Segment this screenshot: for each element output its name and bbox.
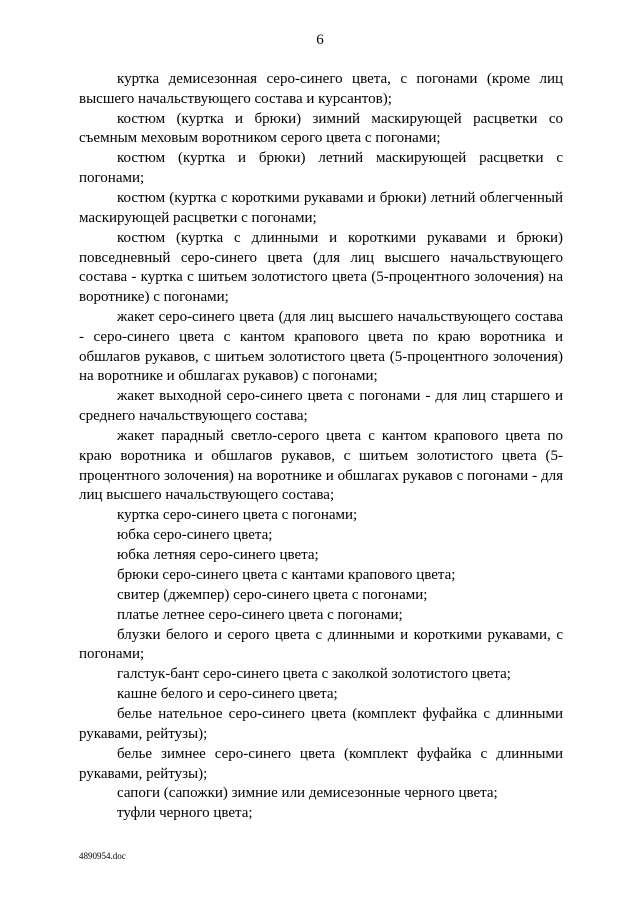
list-item: жакет парадный светло-серого цвета с кантом крапового цвета по краю воротника и обшлагов рукавов, с шитьем золотистого цвета (5-процентного золочения) на воротнике и обшлагах рукавов с погонами - для лиц высшего начальствующего состава; xyxy=(79,428,563,504)
list-item: юбка летняя серо-синего цвета; xyxy=(117,547,319,564)
list-item: брюки серо-синего цвета с кантами крапового цвета; xyxy=(117,566,456,583)
list-item: блузки белого и серого цвета с длинными и короткими рукавами, с погонами; xyxy=(79,626,563,663)
list-item: белье нательное серо-синего цвета (комплект фуфайка с длинными рукавами, рейтузы); xyxy=(79,706,563,742)
list-item: белье зимнее серо-синего цвета (комплект фуфайка с длинными рукавами, рейтузы); xyxy=(79,745,563,782)
list-item: костюм (куртка и брюки) летний маскирующей расцветки с погонами; xyxy=(79,150,563,187)
list-item: кашне белого и серо-синего цвета; xyxy=(117,686,338,703)
list-item: юбка серо-синего цвета; xyxy=(117,527,273,544)
document-body xyxy=(79,70,563,824)
list-item: костюм (куртка и брюки) зимний маскирующей расцветки со съемным меховым воротником серого цвета с погонами; xyxy=(79,110,563,147)
list-item: жакет серо-синего цвета (для лиц высшего начальствующего состава - серо-синего цвета с кантом крапового цвета по краю воротника и обшлагов рукавов, с шитьем золотистого цвета (5-процентного золочения) на воротнике и обшлагах рукавов) с погонами; xyxy=(79,309,563,385)
list-item: туфли черного цвета; xyxy=(117,805,253,822)
list-item: жакет выходной серо-синего цвета с погонами - для лиц старшего и среднего начальствующего состава; xyxy=(79,388,563,425)
list-item: сапоги (сапожки) зимние или демисезонные черного цвета; xyxy=(117,785,498,802)
footer-filename: 4890954.doc xyxy=(79,851,126,861)
list-item: платье летнее серо-синего цвета с погонами; xyxy=(117,606,403,623)
list-item: галстук-бант серо-синего цвета с заколкой золотистого цвета; xyxy=(117,666,511,683)
list-item: куртка серо-синего цвета с погонами; xyxy=(117,507,358,524)
list-item: свитер (джемпер) серо-синего цвета с погонами; xyxy=(117,586,428,603)
list-item: костюм (куртка с короткими рукавами и брюки) летний облегченный маскирующей расцветки с погонами; xyxy=(79,190,563,226)
list-item: куртка демисезонная серо-синего цвета, с погонами (кроме лиц высшего начальствующего состава и курсантов); xyxy=(79,71,563,107)
list-item: костюм (куртка с длинными и короткими рукавами и брюки) повседневный серо-синего цвета (для лиц высшего начальствующего состава - куртка с шитьем золотистого цвета (5-процентного золочения) на воротнике) с погонами; xyxy=(79,229,563,306)
page-number: 6 xyxy=(316,32,324,48)
